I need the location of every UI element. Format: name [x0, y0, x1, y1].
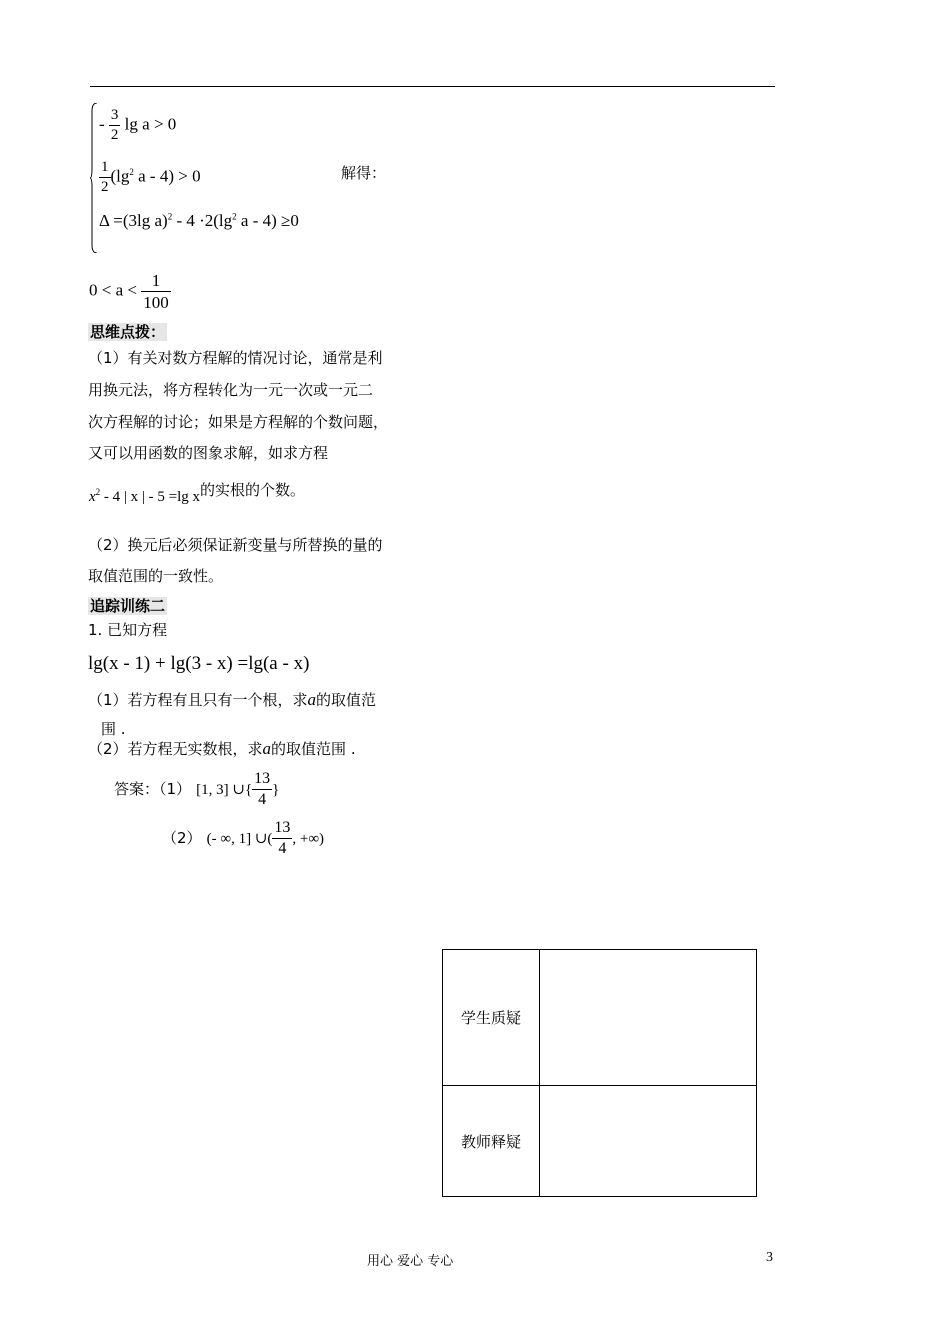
tips-line: 用换元法，将方程转化为一元一次或一元二	[88, 381, 374, 399]
student-question-cell[interactable]	[540, 950, 757, 1086]
answer-1: 答案：（1） [1, 3] ∪{ $\frac{13}{4}$ }	[114, 770, 280, 808]
question-part-1: （1）若方程有且只有一个根，求a的取值范	[88, 690, 377, 709]
tips-line: （1）有关对数方程解的情况讨论，通常是利	[88, 349, 383, 367]
question-intro: 1. 已知方程	[88, 621, 168, 639]
page-number: 3	[766, 1250, 773, 1265]
table-row	[443, 950, 757, 1086]
solve-label: 解得：	[341, 164, 387, 182]
tips-line: 次方程解的讨论；如果是方程解的个数问题，	[88, 413, 389, 431]
question-part-1-cont: 围 .	[101, 720, 126, 738]
question-part-2: （2）若方程无实数根，求a的取值范围 .	[88, 739, 356, 758]
teacher-answer-label: 教师释疑	[443, 1086, 540, 1197]
student-question-label: 学生质疑	[443, 950, 540, 1086]
training-heading: 追踪训练二	[90, 597, 166, 615]
tips-line: （2）换元后必须保证新变量与所替换的量的	[88, 536, 383, 554]
question-equation: lg(x - 1) + lg(3 - x) =lg(a - x)	[88, 653, 310, 674]
system-row-1: - $\frac{3}{2}$ lg a > 0	[99, 107, 177, 143]
teacher-answer-cell[interactable]	[540, 1086, 757, 1197]
system-row-2: $\frac{1}{2}$ ($\lg^2$ a - 4) > 0	[101, 159, 201, 195]
system-row-3: Δ =(3lg $a)^2 - 4 \cdot 2(\lg^2$ a - 4) ≥0	[99, 211, 299, 230]
tips-equation: $x^2 - 4$ | x | - 5 =lg x的实根的个数。	[89, 481, 306, 505]
footer-motto: 用心 爱心 专心	[367, 1254, 454, 1269]
question-table	[442, 949, 757, 1197]
answer-2: （2） (- ∞, 1] ∪( $\frac{13}{4}$ , +∞)	[162, 819, 325, 857]
result-inequality: 0 < a < $\frac{1}{100}$	[89, 271, 169, 312]
left-brace-icon	[90, 103, 98, 253]
table-row	[443, 1086, 757, 1197]
tips-line: 又可以用函数的图象求解，如求方程	[88, 444, 329, 462]
tips-line: 取值范围的一致性。	[88, 567, 224, 585]
header-rule	[90, 86, 775, 87]
tips-heading: 思维点拨：	[90, 323, 166, 341]
